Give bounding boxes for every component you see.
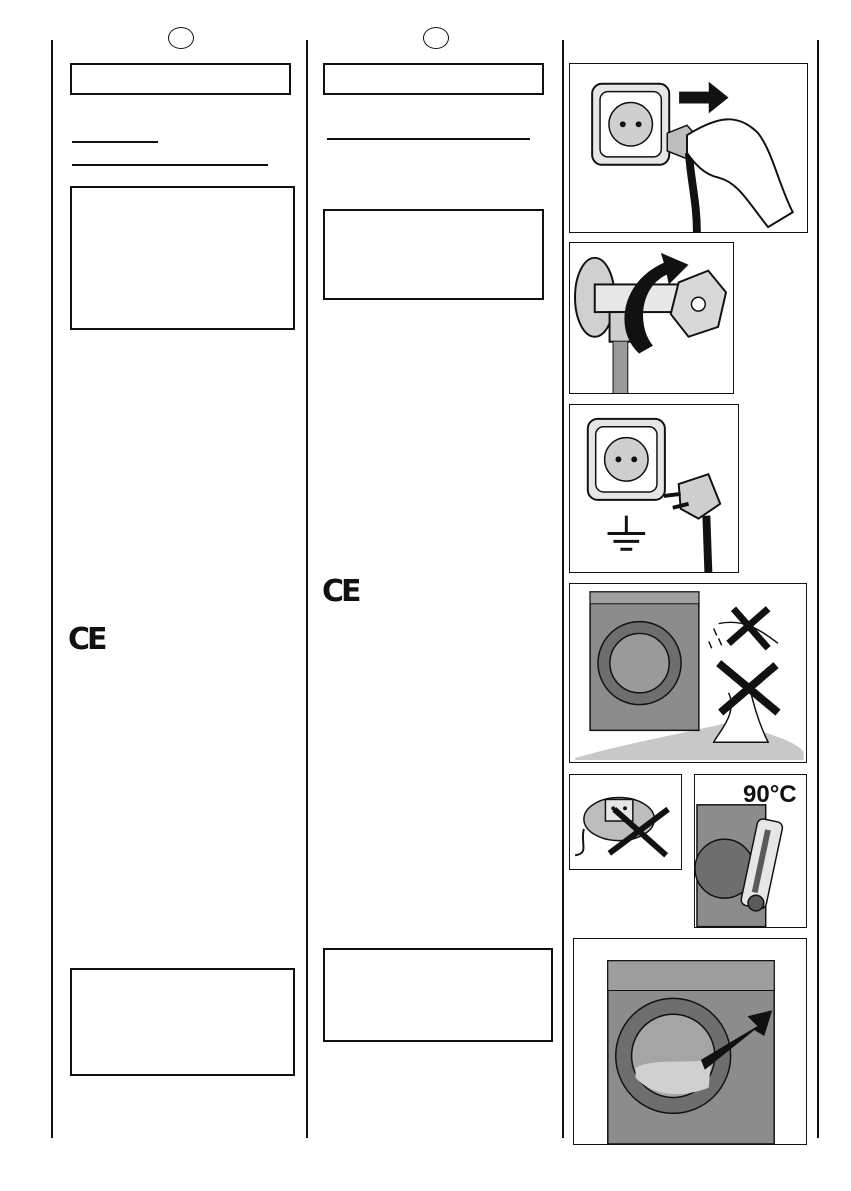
figure-unplug [569, 63, 808, 233]
column-divider-center [306, 40, 308, 1138]
underline-short-left [72, 141, 158, 143]
earth-ground-icon [570, 405, 738, 572]
temperature-label: 90°C [743, 781, 797, 808]
tap-closed-icon [570, 243, 733, 393]
unplug-icon [570, 64, 807, 232]
language-circle-middle [423, 27, 449, 49]
no-extension-reel-icon [570, 775, 681, 869]
ce-mark-left: CE [68, 622, 105, 657]
heading-box-left [70, 63, 291, 95]
figure-hot-door [694, 774, 807, 928]
heading-box-middle [323, 63, 544, 95]
figure-earth [569, 404, 739, 573]
column-divider-right [562, 40, 564, 1138]
figure-no-water [569, 583, 807, 763]
note-box-left-bottom [70, 968, 295, 1076]
ce-mark-middle: CE [322, 574, 359, 609]
figure-door-glass [573, 938, 807, 1145]
underline-middle [327, 138, 530, 140]
door-glass-arrow-icon [574, 939, 806, 1144]
language-circle-left [168, 27, 194, 49]
warning-box-left [70, 186, 295, 330]
warning-box-middle [323, 209, 544, 300]
figure-tap [569, 242, 734, 394]
note-box-middle-bottom [323, 948, 553, 1042]
figure-no-extension-reel [569, 774, 682, 870]
underline-long-left [72, 164, 268, 166]
column-divider-left [51, 40, 53, 1138]
no-water-no-barefoot-icon [570, 584, 806, 762]
column-divider-far-right [817, 40, 819, 1138]
